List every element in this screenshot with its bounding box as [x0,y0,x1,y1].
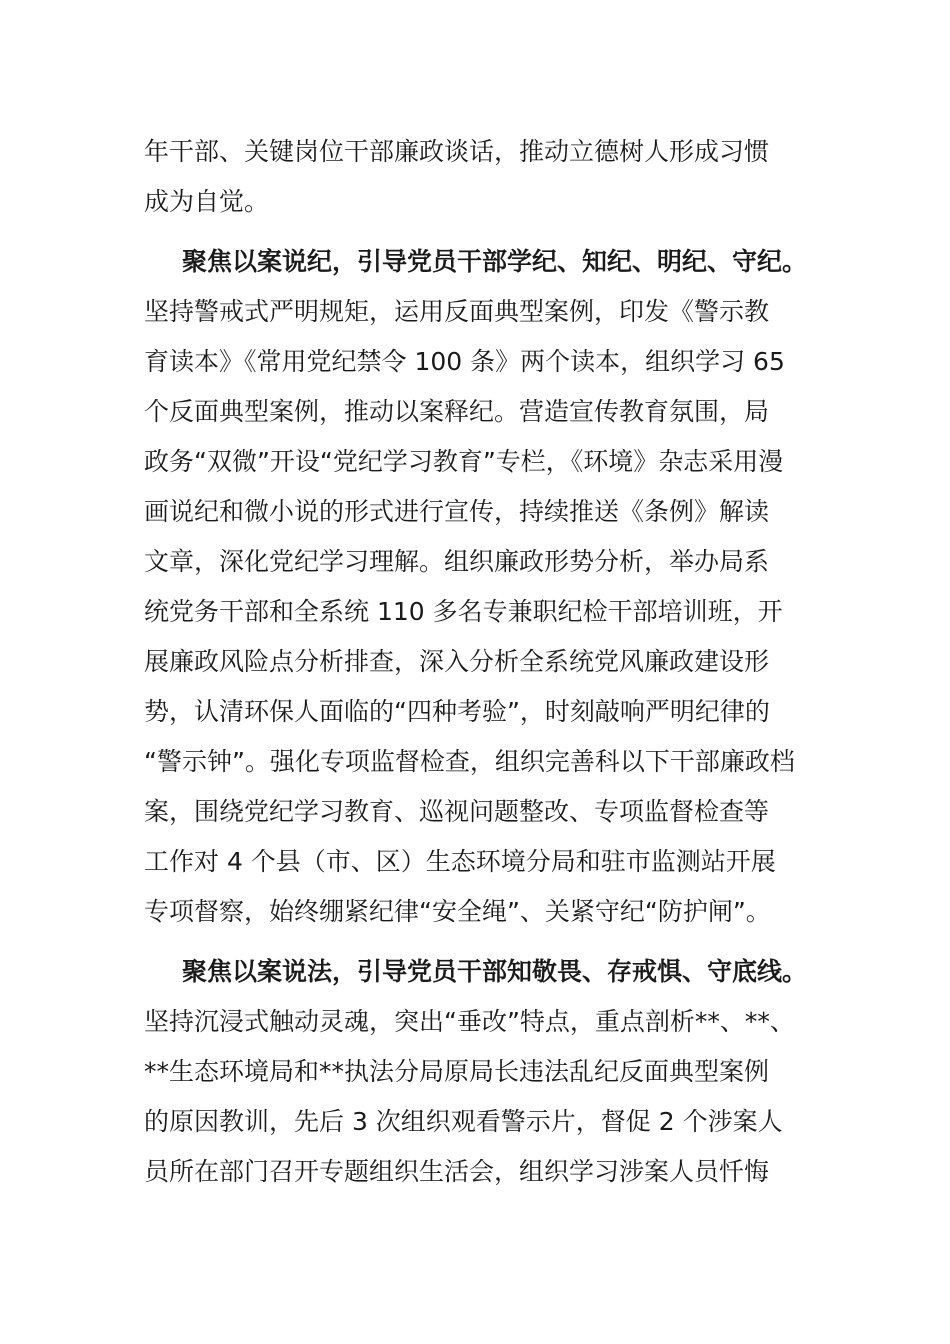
text-line: 案，围绕党纪学习教育、巡视问题整改、专项监督检查等 [144,797,770,826]
paragraph-case-discipline [144,237,824,937]
text-line: 坚持沉浸式触动灵魂，突出“垂改”特点，重点剖析**、**、 [144,1007,795,1036]
text-line: 专项督察，始终绷紧纪律“安全绳”、关紧守纪“防护闸”。 [144,897,771,926]
text-line: 政务“双微”开设“党纪学习教育”专栏，《环境》杂志采用漫 [144,447,784,476]
text-line: 文章，深化党纪学习理解。组织廉政形势分析，举办局系 [144,547,770,576]
paragraph-heading: 聚焦以案说纪，引导党员干部学纪、知纪、明纪、守纪。 [182,247,808,276]
text-line: 员所在部门召开专题组织生活会，组织学习涉案人员忏悔 [144,1157,770,1186]
paragraph-heading: 聚焦以案说法，引导党员干部知敬畏、存戒惧、守底线。 [182,957,808,986]
text-line: 坚持警戒式严明规矩，运用反面典型案例，印发《警示教 [144,297,770,326]
text-line: 的原因教训，先后 3 次组织观看警示片，督促 2 个涉案人 [144,1107,783,1136]
text-line: 画说纪和微小说的形式进行宣传，持续推送《条例》解读 [144,497,770,526]
text-line: 展廉政风险点分析排查，深入分析全系统党风廉政建设形 [144,647,770,676]
paragraph-continuation [144,127,824,227]
text-line: 势，认清环保人面临的“四种考验”，时刻敲响严明纪律的 [144,697,770,726]
text-line: 成为自觉。 [144,187,270,216]
text-line: 年干部、关键岗位干部廉政谈话，推动立德树人形成习惯 [144,137,770,166]
text-line: 工作对 4 个县（市、区）生态环境分局和驻市监测站开展 [144,847,776,876]
paragraph-case-law [144,947,824,1197]
text-line: 个反面典型案例，推动以案释纪。营造宣传教育氛围，局 [144,397,770,426]
text-line: “警示钟”。强化专项监督检查，组织完善科以下干部廉政档 [144,747,795,776]
text-line: **生态环境局和**执法分局原局长违法乱纪反面典型案例 [144,1057,770,1086]
text-line: 统党务干部和全系统 110 多名专兼职纪检干部培训班，开 [144,597,783,626]
text-line: 育读本》《常用党纪禁令 100 条》两个读本，组织学习 65 [144,347,785,376]
